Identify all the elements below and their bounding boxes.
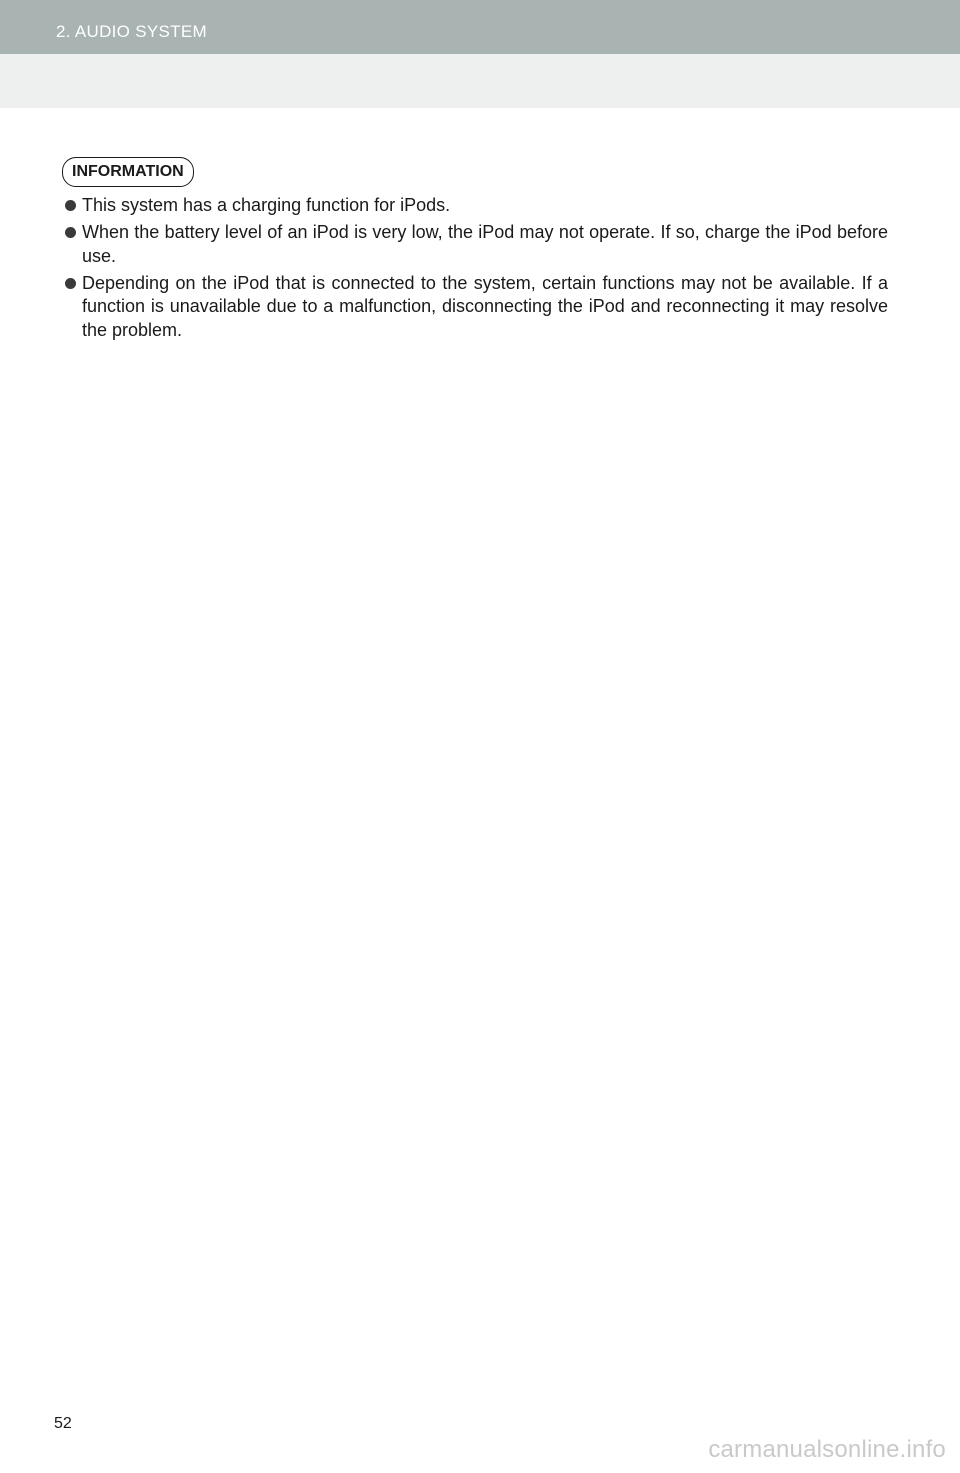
header-bar bbox=[0, 0, 960, 54]
list-item bbox=[63, 221, 888, 268]
bullet-icon bbox=[65, 200, 76, 211]
header-subbar bbox=[0, 54, 960, 108]
information-badge: INFORMATION bbox=[62, 157, 194, 187]
bullet-icon bbox=[65, 227, 76, 238]
list-item bbox=[63, 194, 888, 218]
bullet-icon bbox=[65, 278, 76, 289]
information-list bbox=[63, 194, 888, 346]
watermark: carmanualsonline.info bbox=[708, 1436, 946, 1463]
list-item-text: When the battery level of an iPod is very low, the iPod may not operate. If so, charge the iPod before use. bbox=[82, 222, 888, 266]
list-item bbox=[63, 272, 888, 343]
list-item-text: This system has a charging function for iPods. bbox=[82, 195, 451, 215]
list-item-text: Depending on the iPod that is connected to the system, certain functions may not be available. If a function is unavailable due to a malfunction, disconnecting the iPod and reconnecting it may resolve the problem. bbox=[82, 272, 888, 340]
page-number: 52 bbox=[54, 1415, 72, 1432]
section-title: 2. AUDIO SYSTEM bbox=[56, 22, 207, 41]
